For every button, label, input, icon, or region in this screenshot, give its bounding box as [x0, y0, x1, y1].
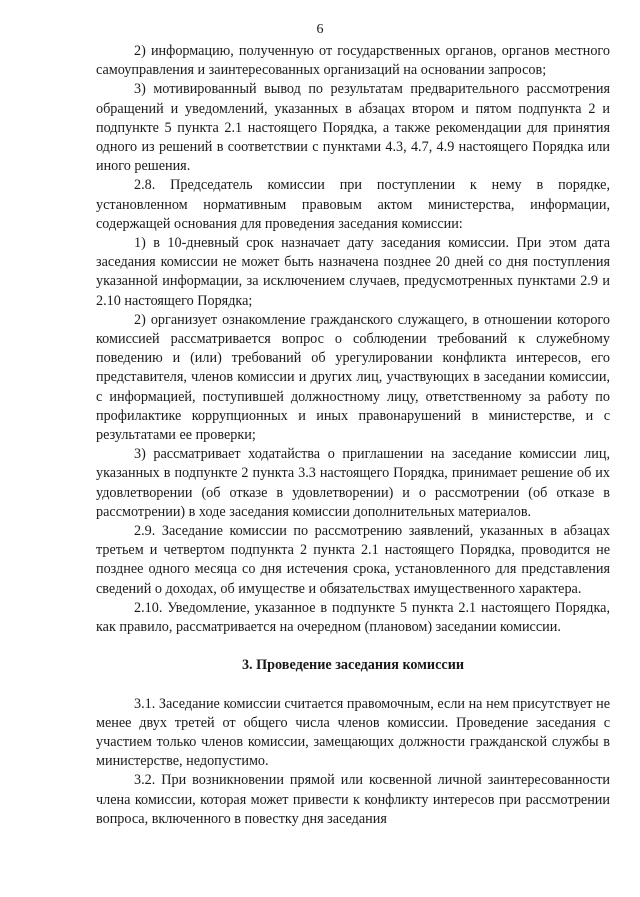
paragraph: 2.10. Уведомление, указанное в подпункте 5 пункта 2.1 настоящего Порядка, как правило, рассматривается на очередном (плановом) заседании комиссии.: [96, 599, 610, 636]
paragraph: 1) в 10-дневный срок назначает дату заседания комиссии. При этом дата заседания комиссии не может быть назначена позднее 20 дней со дня поступления указанной информации, за исключением случаев, предусмотренных пунктами 2.9 и 2.10 настоящего Порядка;: [96, 235, 610, 309]
paragraph: 2.9. Заседание комиссии по рассмотрению заявлений, указанных в абзацах третьем и четвертом подпункта 2 пункта 2.1 настоящего Порядка, проводится не позднее одного месяца со дня истечения срока, установленного для представления сведений о доходах, об имуществе и обязательствах имущественного характера.: [96, 523, 610, 597]
paragraph: 3.1. Заседание комиссии считается правомочным, если на нем присутствует не менее двух третей от общего числа членов комиссии. Проведение заседания с участием только членов комиссии, замещающих должности гражданской службы в министерстве, недопустимо.: [96, 695, 610, 770]
paragraph: 3) рассматривает ходатайства о приглашении на заседание комиссии лиц, указанных в подпункте 2 пункта 3.3 настоящего Порядка, принимает решение об их удовлетворении (об отказе в удовлетворении) и о рассмотрении (об отказе в рассмотрении) в ходе заседания комиссии дополнительных материалов.: [96, 446, 610, 520]
paragraph: 2) информацию, полученную от государственных органов, органов местного самоуправления и заинтересованных организаций на основании запросов;: [96, 43, 610, 79]
page-number: 6: [316, 22, 324, 37]
document-body: [96, 42, 610, 829]
section-heading: 3. Проведение заседания комиссии: [241, 657, 465, 674]
paragraph: 2.8. Председатель комиссии при поступлении к нему в порядке, установленном нормативным правовым актом министерства, информации, содержащей основания для проведения заседания комиссии:: [96, 177, 610, 232]
paragraph: 3.2. При возникновении прямой или косвенной личной заинтересованности члена комиссии, которая может привести к конфликту интересов при рассмотрении вопроса, включенного в повестку дня заседания: [96, 772, 610, 827]
paragraph: 3) мотивированный вывод по результатам предварительного рассмотрения обращений и уведомлений, указанных в абзацах втором и пятом подпункта 2 и подпункте 5 пункта 2.1 настоящего Порядка, а также рекомендации для принятия одного из решений в соответствии с пунктами 4.3, 4.7, 4.9 настоящего Порядка или иного решения.: [96, 81, 610, 175]
paragraph: 2) организует ознакомление гражданского служащего, в отношении которого комиссией рассматривается вопрос о соблюдении требований к служебному поведению и (или) требований об урегулировании конфликта интересов, его представителя, членов комиссии и других лиц, участвующих в заседании комиссии, с информацией, поступившей должностному лицу, ответственному за работу по профилактике коррупционных и иных правонарушений в министерстве, и с результатами ее проверки;: [96, 311, 610, 444]
